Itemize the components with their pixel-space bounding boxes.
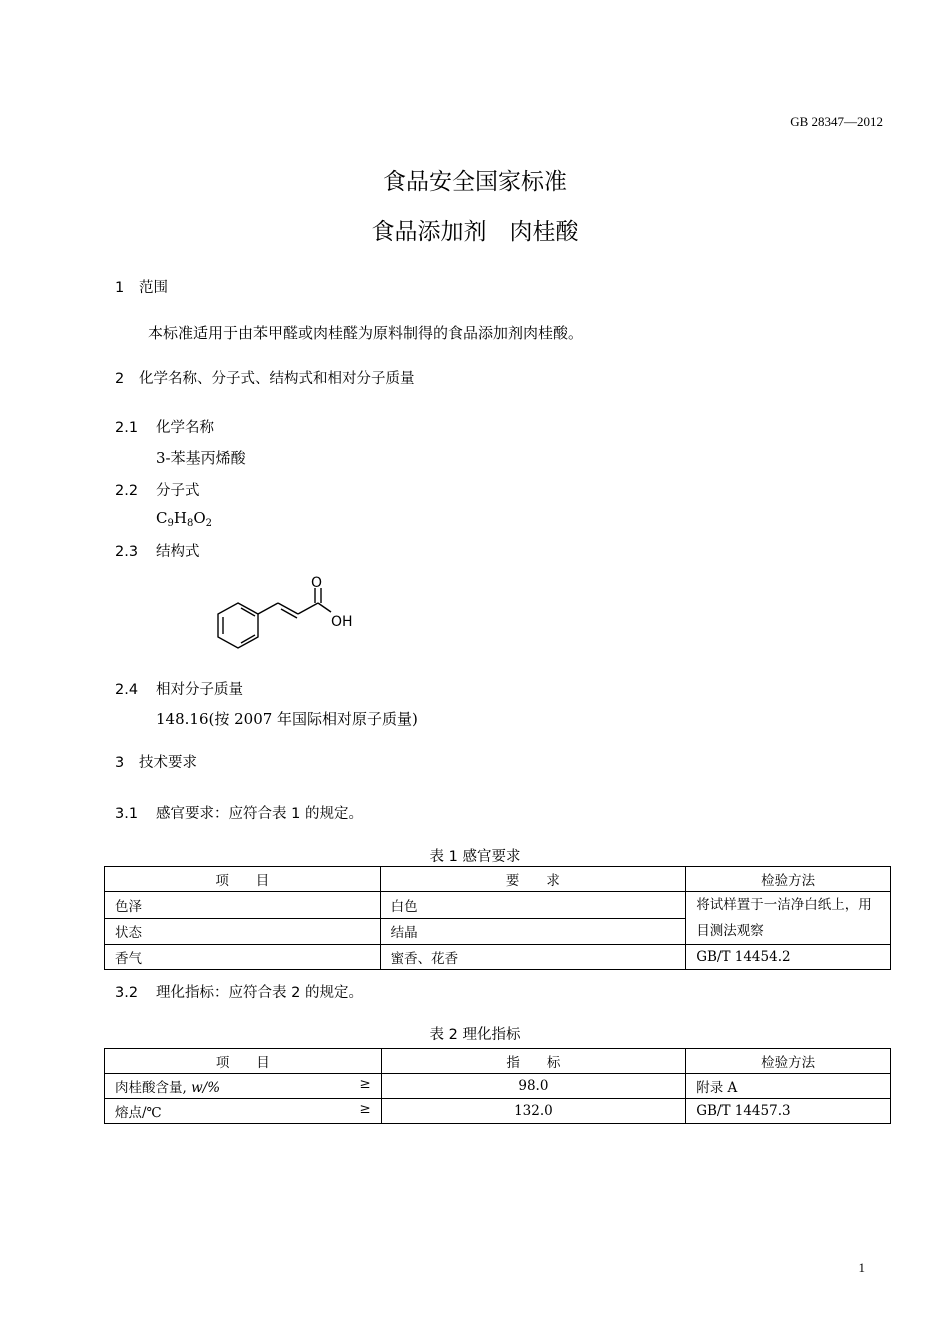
section-2-2-heading: 2.2 分子式: [115, 483, 200, 499]
header-method: 检验方法: [686, 1049, 891, 1074]
row-requirement: 结晶: [380, 918, 686, 945]
row-requirement: 白色: [380, 892, 686, 919]
header-requirement: 要 求: [380, 867, 686, 892]
table-header-row: [105, 867, 891, 892]
table-header-row: [105, 1049, 891, 1074]
document-subtitle: 食品添加剂 肉桂酸: [371, 219, 579, 245]
row-item: 肉桂酸含量, w/% ≥: [105, 1074, 382, 1099]
page-number: 1: [858, 1260, 865, 1275]
section-1-text: 本标准适用于由苯甲醛或肉桂醛为原料制得的食品添加剂肉桂酸。: [148, 324, 584, 342]
benzene-ring: [218, 603, 258, 648]
row-requirement: 蜜香、花香: [380, 945, 686, 970]
document-title: 食品安全国家标准: [383, 169, 567, 195]
row-method: 附录 A: [686, 1074, 891, 1099]
table-2-caption: 表 2 理化指标: [429, 1027, 521, 1043]
section-2-3-heading: 2.3 结构式: [115, 544, 200, 560]
row-method: GB/T 14454.2: [686, 945, 891, 970]
section-2-4-heading: 2.4 相对分子质量: [115, 682, 243, 698]
section-3-1-heading: 3.1 感官要求：应符合表 1 的规定。: [115, 806, 363, 822]
chemical-name: 3-苯基丙烯酸: [156, 449, 246, 467]
section-3-heading: 3 技术要求: [115, 755, 197, 771]
row-value: 98.0: [381, 1074, 686, 1099]
oxygen-label: O: [311, 575, 323, 591]
section-3-2-heading: 3.2 理化指标：应符合表 2 的规定。: [115, 985, 363, 1001]
structural-formula: [205, 572, 375, 662]
header-index: 指 标: [381, 1049, 686, 1074]
header-item: 项 目: [105, 1049, 382, 1074]
header-item: 项 目: [105, 867, 381, 892]
table-row: [105, 1099, 891, 1124]
table-2-physicochemical: [104, 1048, 891, 1124]
row-value: 132.0: [381, 1099, 686, 1124]
row-item: 香气: [105, 945, 381, 970]
row-item: 状态: [105, 918, 381, 945]
table-row: [105, 892, 891, 919]
row-item: 熔点/℃ ≥: [105, 1099, 382, 1124]
row-method-merged: 将试样置于一洁净白纸上，用目测法观察: [686, 892, 891, 945]
header-method: 检验方法: [686, 867, 891, 892]
section-2-heading: 2 化学名称、分子式、结构式和相对分子质量: [115, 371, 415, 387]
table-row: [105, 945, 891, 970]
row-method: GB/T 14457.3: [686, 1099, 891, 1124]
molecular-formula: $C_9H_8O_2$: [156, 509, 213, 529]
molecular-mass: 148.16(按 2007 年国际相对原子质量): [156, 710, 418, 728]
standard-code: GB 28347—2012: [790, 114, 883, 129]
hydroxyl-label: OH: [331, 614, 353, 630]
table-row: [105, 1074, 891, 1099]
table-1-sensory: [104, 866, 891, 970]
row-item: 色泽: [105, 892, 381, 919]
table-1-caption: 表 1 感官要求: [429, 849, 521, 865]
section-2-1-heading: 2.1 化学名称: [115, 420, 214, 436]
section-1-heading: 1 范围: [115, 280, 168, 296]
